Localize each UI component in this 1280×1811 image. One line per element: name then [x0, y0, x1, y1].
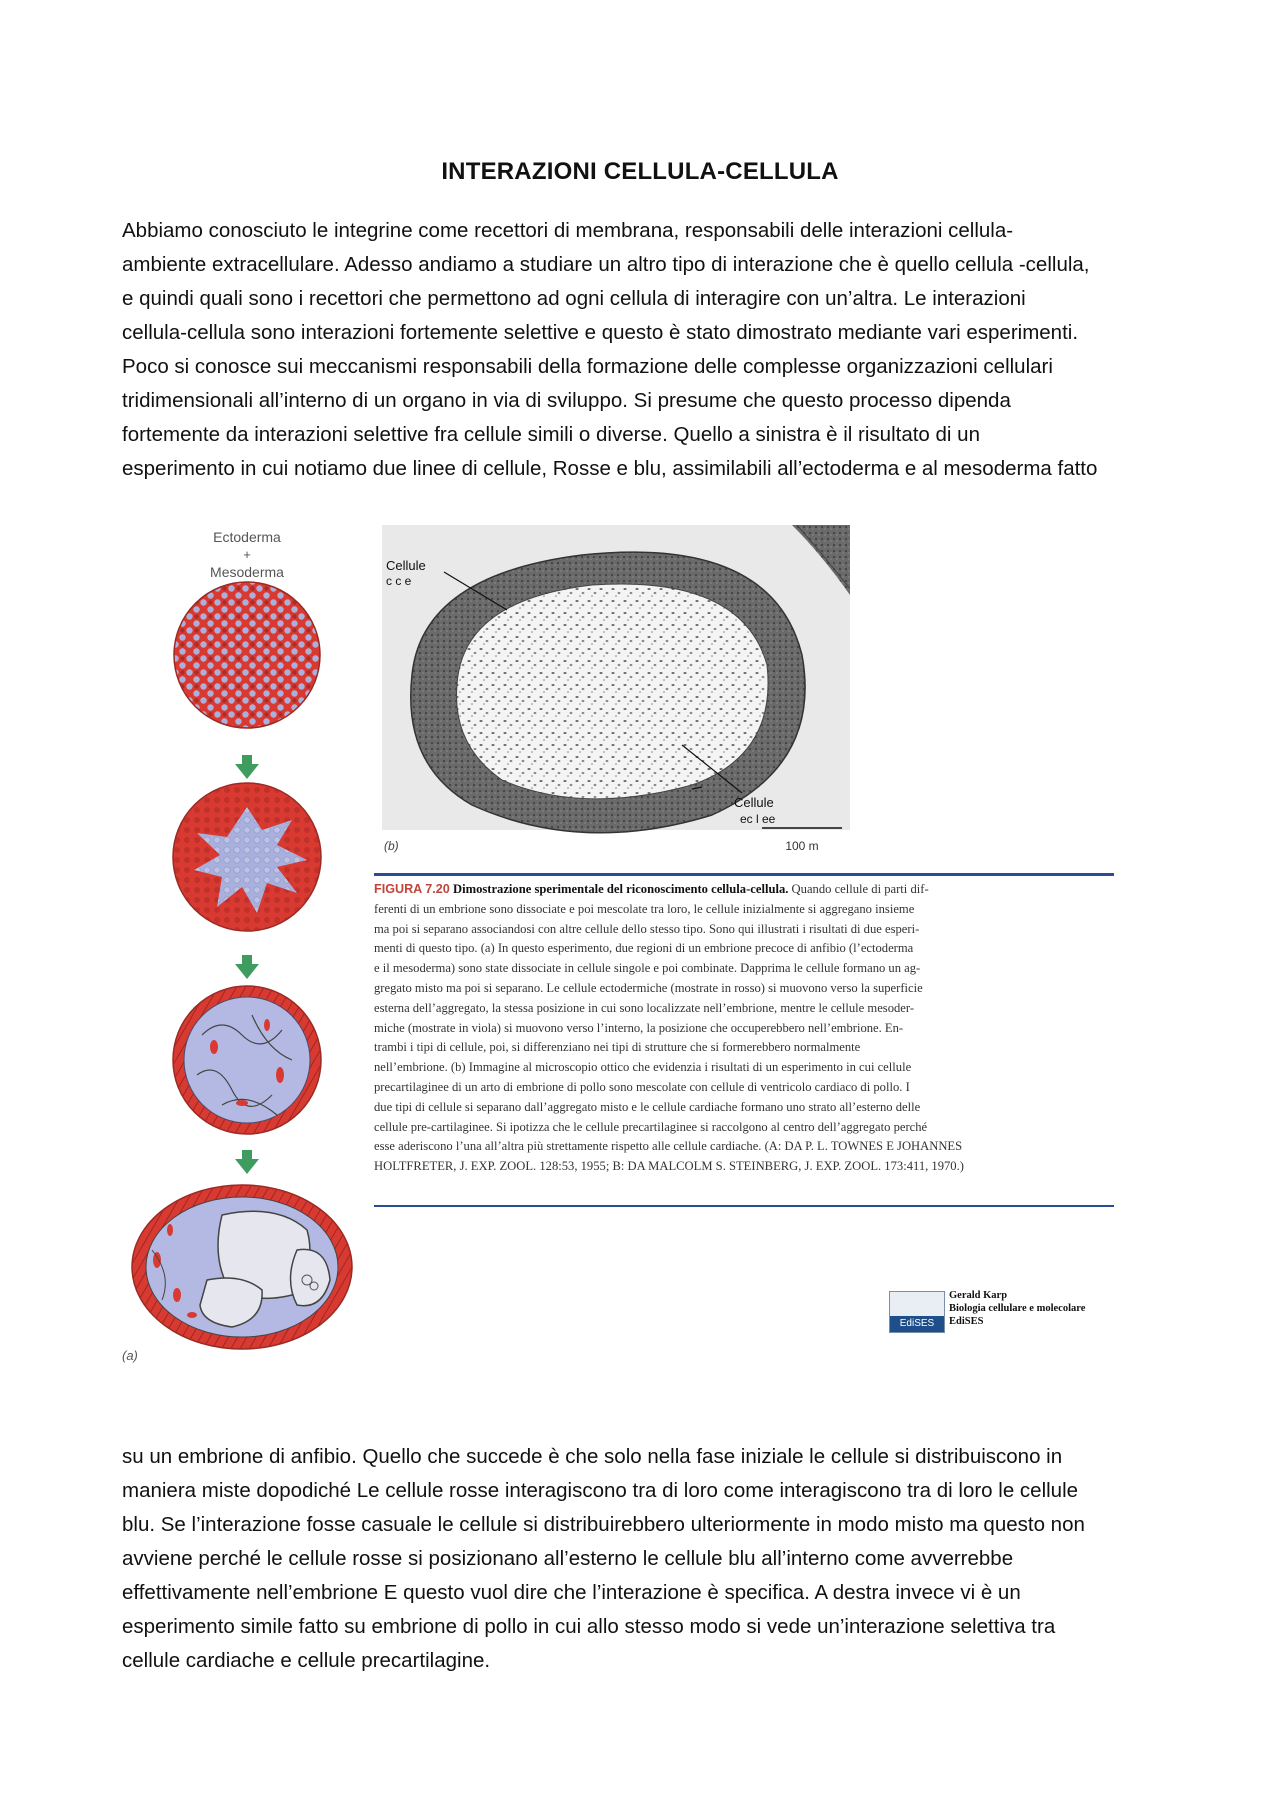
label-cellule-precartilaginee-sub: ec l ee	[740, 812, 776, 826]
micrograph-panel-b	[382, 525, 850, 839]
text-line: Abbiamo conosciuto le integrine come recettori di membrana, responsabili delle interazioni cellula-	[122, 219, 1014, 242]
caption-line: miche (mostrate in viola) si muovono verso l’interno, la posizione che occuperebbero nell’embrione. En-	[374, 1020, 904, 1035]
label-cellule-cardiache-sub: c c e	[386, 574, 412, 588]
caption-line: precartilaginee di un arto di embrione di pollo sono mescolate con cellule di ventricolo cardiaco di pollo. I	[374, 1079, 910, 1094]
panel-a-label: (a)	[122, 1348, 138, 1363]
label-cellule-cardiache: Cellule	[386, 558, 426, 573]
figure-caption	[374, 880, 1114, 1177]
figure-number: FIGURA 7.20	[374, 882, 450, 896]
panel-b-label: (b)	[384, 839, 399, 853]
differentiated-embryo-stage-4	[132, 1185, 352, 1349]
caption-line: cellule pre-cartilaginee. Si ipotizza che le cellule precartilaginee si raccolgono al centro dell’aggregato perché	[374, 1119, 928, 1134]
text-line: avviene perché le cellule rosse si posizionano all’esterno le cellule blu all’interno come avverrebbe	[122, 1547, 1014, 1570]
caption-line: due tipi di cellule si separano dall’aggregato misto e le cellule cardiache formano uno strato all’esterno delle	[374, 1099, 921, 1114]
credit-publisher: EdiSES	[949, 1316, 984, 1327]
text-line: Poco si conosce sui meccanismi responsabili della formazione delle complesse organizzazioni cellulari	[122, 355, 1053, 378]
caption-title: Dimostrazione sperimentale del riconoscimento cellula-cellula.	[452, 882, 789, 896]
intro-paragraph	[122, 214, 1167, 486]
text-line: esperimento simile fatto su embrione di pollo in cui allo stesso modo si vede un’interazione selettiva tra	[122, 1615, 1056, 1638]
credit-author: Gerald Karp	[949, 1290, 1008, 1301]
label-mesoderma: Mesoderma	[210, 564, 284, 580]
text-line: tridimensionali all’interno di un organo in via di sviluppo. Si presume che questo processo dipenda	[122, 389, 1011, 412]
caption-line: e il mesoderma) sono state dissociate in cellule singole e poi combinate. Dapprima le cellule formano un ag-	[374, 961, 921, 976]
caption-line: HOLTFRETER, J. EXP. ZOOL. 128:53, 1955; B: DA MALCOLM S. STEINBERG, J. EXP. ZOOL. 173:411, 1970.)	[374, 1159, 964, 1174]
text-line: su un embrione di anfibio. Quello che succede è che solo nella fase iniziale le cellule si distribuiscono in	[122, 1445, 1063, 1468]
page-title: INTERAZIONI CELLULA-CELLULA	[441, 158, 839, 185]
text-line: effettivamente nell’embrione E questo vuol dire che l’interazione è specifica. A destra invece vi è un	[122, 1581, 1021, 1604]
scale-label: 100 m	[785, 839, 819, 853]
caption-bottom-rule	[374, 1205, 1114, 1207]
edises-logo	[889, 1291, 945, 1333]
label-ectoderma: Ectoderma	[213, 529, 281, 545]
conclusion-paragraph	[122, 1440, 1167, 1678]
sorted-aggregate-stage-3	[173, 986, 321, 1134]
caption-line: esse aderiscono l’una all’altra più strettamente rispetto alle cellule cardiache. (A: DA P. L. TOWNES E JOHANNES	[374, 1139, 963, 1154]
caption-line: esterna dell’aggregato, la stessa posizione in cui sono localizzate nell’embrione, mentre le cellule mesoder-	[374, 1000, 915, 1015]
caption-first-line-rest: Quando cellule di parti dif-	[788, 882, 929, 896]
text-line: blu. Se l’interazione fosse casuale le cellule si distribuirebbero ulteriormente in modo misto ma questo non	[122, 1513, 1085, 1536]
caption-line: ferenti di un embrione sono dissociate e poi mescolate tra loro, le cellule inizialmente si aggregano insieme	[374, 901, 915, 916]
caption-line: ma poi si separano associandosi con altre cellule dello stesso tipo. Sono qui illustrati i risultati di due esperi-	[374, 921, 920, 936]
green-arrow-icon	[235, 1150, 259, 1174]
mixed-aggregate-stage-1	[174, 582, 320, 728]
text-line: cellule cardiache e cellule precartilagine.	[122, 1649, 491, 1672]
caption-line	[374, 880, 1114, 900]
caption-line: gregato misto ma poi si separano. Le cellule ectodermiche (mostrate in rosso) si muovono verso la superficie	[374, 980, 923, 995]
micrograph-footer	[382, 832, 850, 862]
green-arrow-icon	[235, 755, 259, 779]
text-line: ambiente extracellulare. Adesso andiamo a studiare un altro tipo di interazione che è quello cellula -cellula,	[122, 253, 1090, 276]
credit-book: Biologia cellulare e molecolare	[949, 1303, 1086, 1314]
caption-line: menti di questo tipo. (a) In questo esperimento, due regioni di un embrione precoce di anfibio (l’ectoderma	[374, 941, 914, 956]
caption-line: nell’embrione. (b) Immagine al microscopio ottico che evidenzia i risultati di un esperimento in cui cellule	[374, 1060, 912, 1075]
publisher-credit	[889, 1287, 1119, 1337]
text-line: e quindi quali sono i recettori che permettono ad ogni cellula di interagire con un’altra. Le interazioni	[122, 287, 1026, 310]
figure-7-20	[102, 515, 1144, 1370]
green-arrow-icon	[235, 955, 259, 979]
text-line: fortemente da interazioni selettive fra cellule simili o diverse. Quello a sinistra è il risultato di un	[122, 423, 980, 446]
sorting-aggregate-stage-2	[173, 783, 321, 931]
text-line: cellula-cellula sono interazioni fortemente selettive e questo è stato dimostrato mediante vari esperimenti.	[122, 321, 1079, 344]
text-line: maniera miste dopodiché Le cellule rosse interagiscono tra di loro come interagiscono tra di loro le cellule	[122, 1479, 1079, 1502]
label-cellule-precartilaginee: Cellule	[734, 795, 774, 810]
text-line: esperimento in cui notiamo due linee di cellule, Rosse e blu, assimilabili all’ectoderma e al mesoderma fatto	[122, 457, 1098, 480]
edises-logo-text: EdiSES	[890, 1316, 944, 1332]
label-plus: +	[243, 547, 251, 562]
caption-line: trambi i tipi di cellule, poi, si differenziano nei tipi di strutture che si formerebbero normalmente	[374, 1040, 861, 1055]
caption-top-rule	[374, 873, 1114, 876]
panel-a-diagram	[102, 515, 382, 1370]
